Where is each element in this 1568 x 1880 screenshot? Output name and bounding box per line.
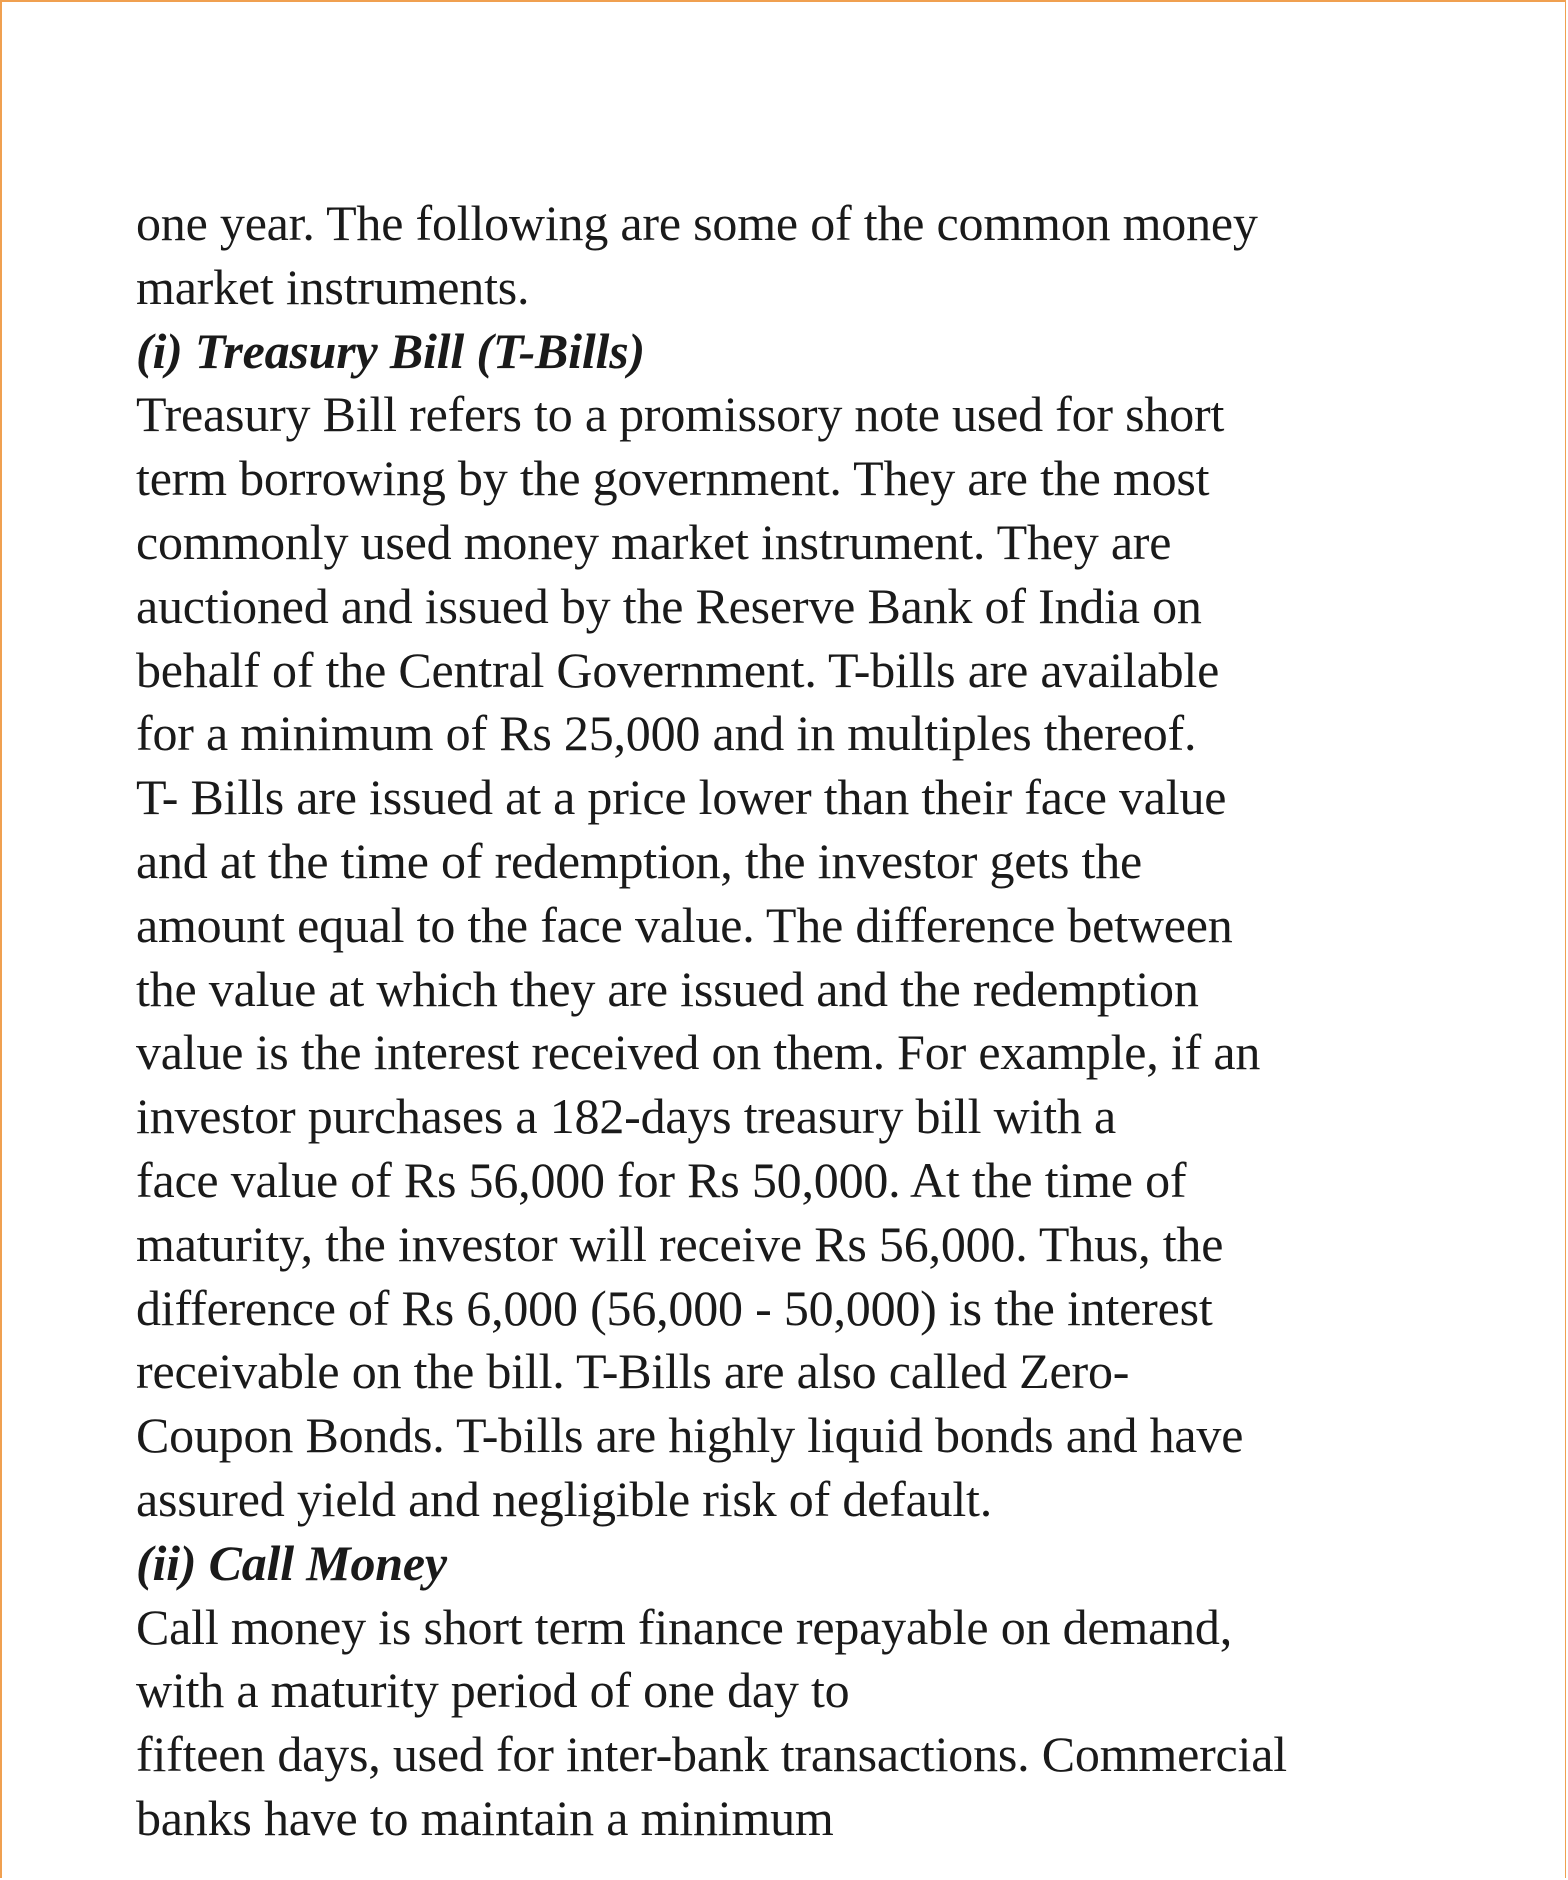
document-body <box>136 192 1536 1851</box>
paragraph-line: banks have to maintain a minimum <box>136 1789 834 1846</box>
paragraph-line: auctioned and issued by the Reserve Bank of India on <box>136 577 1202 634</box>
paragraph-line: maturity, the investor will receive Rs 56,000. Thus, the <box>136 1215 1224 1272</box>
paragraph-line: value is the interest received on them. For example, if an <box>136 1024 1261 1081</box>
paragraph-line: the value at which they are issued and the redemption <box>136 960 1199 1017</box>
paragraph-line: with a maturity period of one day to <box>136 1662 850 1719</box>
paragraph-line: behalf of the Central Government. T-bills are available <box>136 641 1220 698</box>
paragraph-line: Treasury Bill refers to a promissory note used for short <box>136 386 1225 443</box>
paragraph-line: investor purchases a 182-days treasury bill with a <box>136 1088 1117 1145</box>
paragraph-line: term borrowing by the government. They are the most <box>136 450 1210 507</box>
paragraph-line: difference of Rs 6,000 (56,000 - 50,000) is the interest <box>136 1279 1213 1336</box>
paragraph-line: assured yield and negligible risk of default. <box>136 1470 993 1527</box>
paragraph-line: Call money is short term finance repayable on demand, <box>136 1598 1232 1655</box>
paragraph-line: and at the time of redemption, the investor gets the <box>136 832 1142 889</box>
paragraph-line: receivable on the bill. T-Bills are also called Zero- <box>136 1343 1130 1400</box>
intro-line-2: market instruments. <box>136 258 530 315</box>
paragraph-line: amount equal to the face value. The difference between <box>136 896 1233 953</box>
paragraph-line: fifteen days, used for inter-bank transactions. Commercial <box>136 1726 1287 1783</box>
paragraph-line: Coupon Bonds. T-bills are highly liquid bonds and have <box>136 1407 1244 1464</box>
paragraph-line: T- Bills are issued at a price lower than their face value <box>136 769 1227 826</box>
section-heading-treasury-bill: (i) Treasury Bill (T-Bills) <box>136 322 645 379</box>
paragraph-line: commonly used money market instrument. They are <box>136 513 1172 570</box>
section-heading-call-money: (ii) Call Money <box>136 1534 447 1591</box>
intro-line-1: one year. The following are some of the common money <box>136 195 1258 251</box>
paragraph-line: for a minimum of Rs 25,000 and in multiples thereof. <box>136 705 1197 762</box>
paragraph-line: face value of Rs 56,000 for Rs 50,000. At the time of <box>136 1151 1187 1208</box>
